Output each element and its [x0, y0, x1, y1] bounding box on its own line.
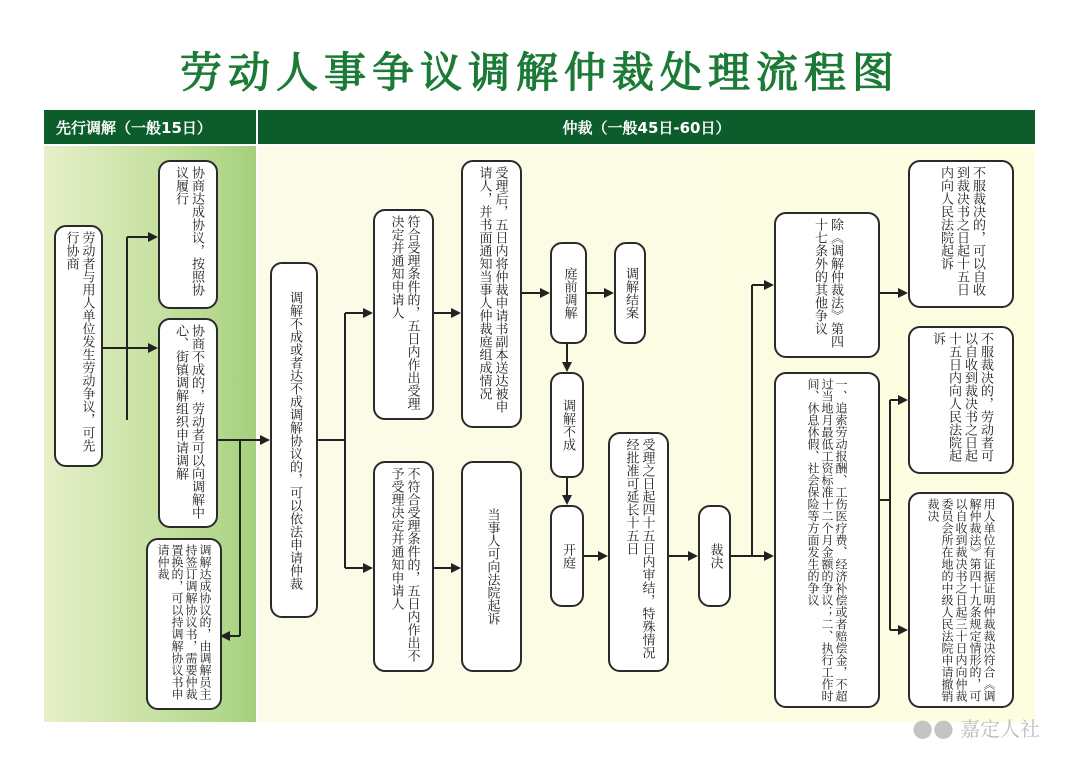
- node-mediation-closed-text: 调解结案: [623, 267, 638, 319]
- node-reject: [373, 461, 434, 672]
- node-accept-text: 符合受理条件的，五日内作出受理决定并通知申请人: [388, 215, 420, 410]
- node-negotiate-text: 劳动者与用人单位发生劳动争议，可先行协商: [63, 231, 95, 452]
- node-other-disputes-text: 除《调解仲裁法》第四十七条外的其他争议: [812, 218, 843, 348]
- watermark-text: 嘉定人社: [960, 717, 1040, 741]
- node-time-limit: [608, 432, 669, 672]
- header-mediation: 先行调解（一般15日）: [44, 110, 256, 144]
- node-sue-both-text: 不服裁决的，可以自收到裁决书之日起十五日内向人民法院起诉: [938, 166, 985, 296]
- node-other-disputes: [774, 212, 880, 358]
- node-hearing-text: 开庭: [560, 543, 575, 569]
- node-reject-text: 不符合受理条件的，五日内作出不予受理决定并通知申请人: [388, 467, 420, 662]
- node-sue-worker: [908, 326, 1014, 474]
- node-pretrial-mediation: [550, 242, 587, 344]
- node-apply-mediation: [158, 318, 218, 528]
- node-agreement: [158, 160, 218, 309]
- node-award: [698, 505, 731, 607]
- page-title: 劳动人事争议调解仲裁处理流程图: [179, 48, 900, 97]
- node-accept: [373, 209, 434, 420]
- node-hearing: [550, 505, 584, 607]
- node-award-text: 裁决: [707, 543, 723, 569]
- node-time-limit-text: 受理之日起四十五日内审结，特殊情况经批准可延长十五日: [623, 438, 655, 659]
- node-apply-mediation-text: 协商不成的，劳动者可以向调解中心、街镇调解组织申请调解: [173, 324, 204, 519]
- node-deliver-notice: [461, 160, 522, 428]
- node-sue-worker-text: 不服裁决的，劳动者可以自收到裁决书之日起十五日内向人民法院起诉: [930, 332, 993, 462]
- node-agreement-text: 协商达成协议，按照协议履行: [173, 166, 204, 296]
- node-court-sue-text: 当事人可向法院起诉: [484, 508, 500, 625]
- node-mediation-agreement: [146, 538, 222, 710]
- node-apply-arbitration-text: 调解不成或者达不成调解协议的，可以依法申请仲裁: [287, 290, 302, 590]
- node-revoke-award: [908, 492, 1014, 708]
- wechat-icon: ●●: [912, 713, 954, 742]
- node-negotiate: [54, 225, 103, 467]
- node-apply-arbitration: [270, 262, 318, 618]
- watermark: [912, 713, 1040, 742]
- node-mediation-closed: [614, 242, 646, 344]
- node-final-award-disputes-text: 一、追索劳动报酬、工伤医疗费、经济补偿或者赔偿金，不超过当地月最低工资标准十二个月金额的争议；二、执行工作时间、休息休假、社会保险等方面发生的争议: [806, 378, 848, 702]
- header-arbitration: 仲裁（一般45日-60日）: [258, 110, 1035, 144]
- node-pretrial-mediation-text: 庭前调解: [561, 267, 577, 319]
- node-mediation-failed: [550, 372, 584, 478]
- node-revoke-award-text: 用人单位有证据证明仲裁裁决符合《调解仲裁法》第四十九条规定情形的，可以自收到裁决书之日起三十日内向仲裁委员会所在地的中级人民法院申请撤销裁决: [926, 498, 996, 702]
- node-deliver-notice-text: 受理后，五日内将仲裁申请书副本送达被申请人，并书面通知当事人仲裁庭组成情况: [476, 166, 508, 413]
- node-court-sue: [461, 461, 522, 672]
- node-final-award-disputes: [774, 372, 880, 708]
- node-mediation-failed-text: 调解不成: [560, 399, 575, 451]
- node-mediation-agreement-text: 调解达成协议的，由调解员主持签订调解协议书，需要仲裁置换的，可以持调解协议书申请仲裁: [156, 544, 212, 700]
- node-sue-both: [908, 160, 1014, 308]
